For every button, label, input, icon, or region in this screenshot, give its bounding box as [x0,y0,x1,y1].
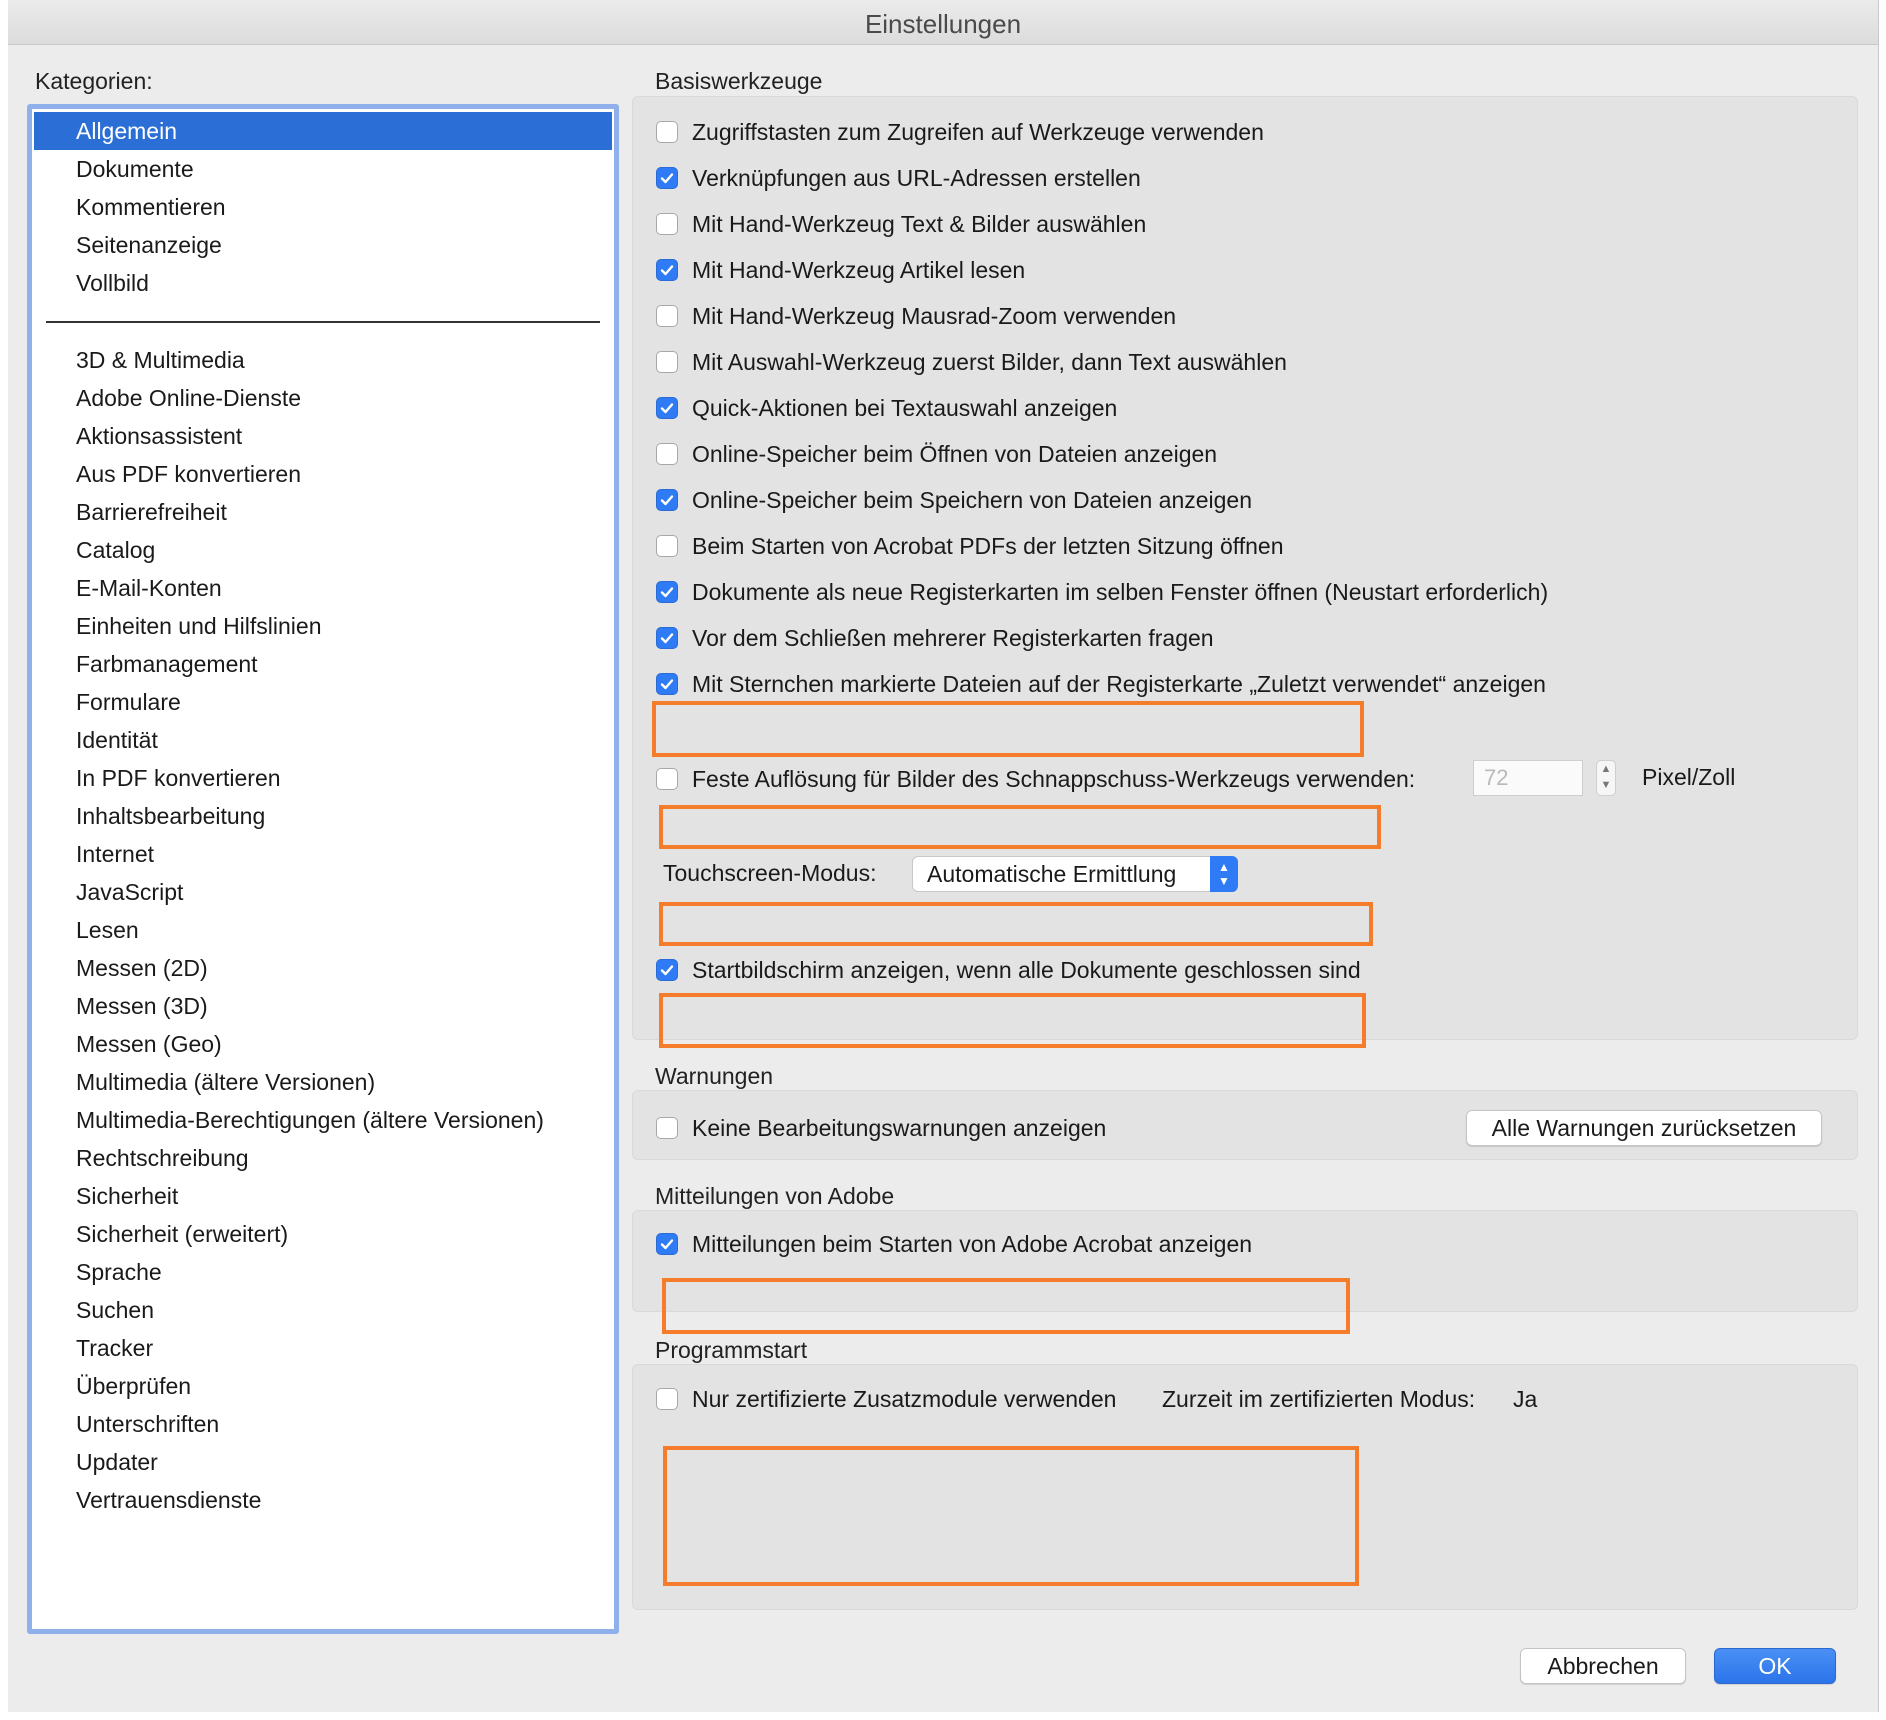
snapshot-resolution-label: Feste Auflösung für Bilder des Schnappschuss-Werkzeugs verwenden: [692,765,1416,792]
reset-warnings-button[interactable]: Alle Warnungen zurücksetzen [1466,1110,1822,1146]
category-item[interactable]: Überprüfen [76,1373,192,1399]
category-item[interactable]: Tracker [76,1335,154,1361]
basis-option[interactable] [656,575,1548,609]
category-item[interactable]: Rechtschreibung [76,1145,249,1171]
highlight-box [652,701,1364,757]
basis-option[interactable] [656,299,1176,333]
resolution-input[interactable]: 72 [1473,760,1583,796]
highlight-box [659,805,1381,849]
checkbox-checked[interactable] [656,397,678,419]
basis-option-label: Beim Starten von Acrobat PDFs der letzten Sitzung öffnen [692,532,1284,559]
category-item[interactable]: In PDF konvertieren [76,765,281,791]
certified-mode-value: Ja [1513,1386,1538,1412]
category-item[interactable]: Vollbild [76,270,149,296]
category-item[interactable]: Barrierefreiheit [76,499,227,525]
basis-option-label: Mit Sternchen markierte Dateien auf der Registerkarte „Zuletzt verwendet“ anzeigen [692,670,1546,697]
category-item[interactable]: Dokumente [76,156,194,182]
touchscreen-mode-select[interactable] [912,856,1238,892]
category-item[interactable]: Farbmanagement [76,651,258,677]
category-item[interactable]: Sicherheit [76,1183,179,1209]
category-item[interactable]: Suchen [76,1297,155,1323]
category-item[interactable]: Einheiten und Hilfslinien [76,613,322,639]
touchscreen-mode-label: Touchscreen-Modus: [663,860,877,886]
category-item[interactable]: Updater [76,1449,158,1475]
category-separator [46,321,600,323]
basis-option[interactable] [656,161,1141,195]
category-item[interactable]: Lesen [76,917,139,943]
checkbox-checked[interactable] [656,627,678,649]
category-item[interactable]: Seitenanzeige [76,232,222,258]
snapshot-resolution-option[interactable] [656,762,1415,796]
highlight-box [662,1278,1350,1334]
category-item[interactable]: Messen (3D) [76,993,208,1019]
basis-option[interactable] [656,207,1146,241]
stepper-up-icon[interactable]: ▲ [1600,763,1612,775]
basis-option-label: Online-Speicher beim Speichern von Dateien anzeigen [692,486,1253,513]
no-edit-warnings-option[interactable] [656,1111,1106,1145]
basis-option-label: Mit Hand-Werkzeug Mausrad-Zoom verwenden [692,302,1177,329]
preferences-window [8,0,1879,1712]
section-title-warnungen: Warnungen [655,1063,774,1089]
basis-option[interactable] [656,483,1252,517]
category-item[interactable]: Aus PDF konvertieren [76,461,301,487]
section-title-basiswerkzeuge: Basiswerkzeuge [655,68,823,94]
basis-option[interactable] [656,529,1284,563]
resolution-unit: Pixel/Zoll [1642,764,1736,790]
category-item[interactable]: Inhaltsbearbeitung [76,803,266,829]
categories-label: Kategorien: [35,68,153,94]
checkbox-checked[interactable] [656,1233,678,1255]
checkbox-checked[interactable] [656,673,678,695]
basis-option-label: Online-Speicher beim Öffnen von Dateien anzeigen [692,440,1218,467]
category-item[interactable]: Messen (Geo) [76,1031,222,1057]
checkbox-checked[interactable] [656,489,678,511]
basis-option[interactable] [656,667,1546,701]
category-item[interactable]: Allgemein [34,112,612,150]
category-item[interactable]: Catalog [76,537,156,563]
basis-option[interactable] [656,391,1117,425]
no-edit-warnings-label: Keine Bearbeitungswarnungen anzeigen [692,1114,1107,1141]
highlight-box [659,902,1373,946]
stepper-down-icon[interactable]: ▼ [1600,779,1612,791]
category-item[interactable]: Messen (2D) [76,955,208,981]
checkbox-unchecked[interactable] [656,535,678,557]
checkbox-unchecked[interactable] [656,1117,678,1139]
checkbox-unchecked[interactable] [656,768,678,790]
category-item[interactable]: 3D & Multimedia [76,347,245,373]
ok-button[interactable]: OK [1714,1648,1836,1684]
checkbox-unchecked[interactable] [656,305,678,327]
checkbox-unchecked[interactable] [656,121,678,143]
category-item[interactable]: JavaScript [76,879,184,905]
window-title: Einstellungen [8,0,1878,45]
category-item[interactable]: Unterschriften [76,1411,220,1437]
checkbox-unchecked[interactable] [656,443,678,465]
category-item[interactable]: Kommentieren [76,194,226,220]
checkbox-checked[interactable] [656,581,678,603]
basis-option-label: Dokumente als neue Registerkarten im selben Fenster öffnen (Neustart erforderlich) [692,578,1549,605]
adobe-messages-option[interactable] [656,1227,1252,1261]
category-item[interactable]: Formulare [76,689,181,715]
checkbox-unchecked[interactable] [656,213,678,235]
category-item[interactable]: Internet [76,841,154,867]
checkbox-checked[interactable] [656,959,678,981]
category-item[interactable]: E-Mail-Konten [76,575,222,601]
category-item[interactable]: Multimedia (ältere Versionen) [76,1069,376,1095]
basis-option[interactable] [656,115,1264,149]
basis-option-label: Mit Auswahl-Werkzeug zuerst Bilder, dann Text auswählen [692,348,1287,375]
checkbox-unchecked[interactable] [656,351,678,373]
basis-option-label: Mit Hand-Werkzeug Artikel lesen [692,256,1026,283]
basis-option-label: Mit Hand-Werkzeug Text & Bilder auswählen [692,210,1147,237]
basis-option-label: Zugriffstasten zum Zugreifen auf Werkzeuge verwenden [692,118,1264,145]
category-item[interactable]: Aktionsassistent [76,423,243,449]
section-title-programmstart: Programmstart [655,1337,808,1363]
cancel-button[interactable]: Abbrechen [1520,1648,1686,1684]
adobe-messages-label: Mitteilungen beim Starten von Adobe Acrobat anzeigen [692,1230,1253,1257]
resolution-stepper[interactable] [1596,760,1616,796]
basis-option[interactable] [656,437,1217,471]
chevron-updown-icon[interactable]: ▲ ▼ [1210,856,1238,892]
touchscreen-mode-value: Automatische Ermittlung [927,861,1177,887]
checkbox-checked[interactable] [656,259,678,281]
highlight-box [663,1446,1359,1586]
category-item[interactable]: Identität [76,727,158,753]
category-item[interactable]: Sprache [76,1259,162,1285]
basis-option-label: Quick-Aktionen bei Textauswahl anzeigen [692,394,1118,421]
startscreen-label: Startbildschirm anzeigen, wenn alle Dokumente geschlossen sind [692,956,1361,983]
checkbox-unchecked[interactable] [656,1388,678,1410]
category-item[interactable]: Adobe Online-Dienste [76,385,302,411]
startscreen-option[interactable] [656,953,1361,987]
basis-option[interactable] [656,253,1025,287]
category-item[interactable]: Multimedia-Berechtigungen (ältere Versionen) [76,1107,544,1133]
certified-plugins-label: Nur zertifizierte Zusatzmodule verwenden [692,1385,1117,1412]
certified-plugins-option[interactable] [656,1382,1116,1416]
section-title-mitteilungen: Mitteilungen von Adobe [655,1183,895,1209]
categories-list[interactable] [27,104,619,1634]
basis-option-label: Verknüpfungen aus URL-Adressen erstellen [692,164,1141,191]
basis-option[interactable] [656,345,1287,379]
category-item[interactable]: Sicherheit (erweitert) [76,1221,289,1247]
basis-option-label: Vor dem Schließen mehrerer Registerkarten fragen [692,624,1214,651]
certified-mode-label: Zurzeit im zertifizierten Modus: [1162,1386,1476,1412]
basis-option[interactable] [656,621,1214,655]
checkbox-checked[interactable] [656,167,678,189]
highlight-box [659,993,1366,1048]
category-item[interactable]: Vertrauensdienste [76,1487,262,1513]
